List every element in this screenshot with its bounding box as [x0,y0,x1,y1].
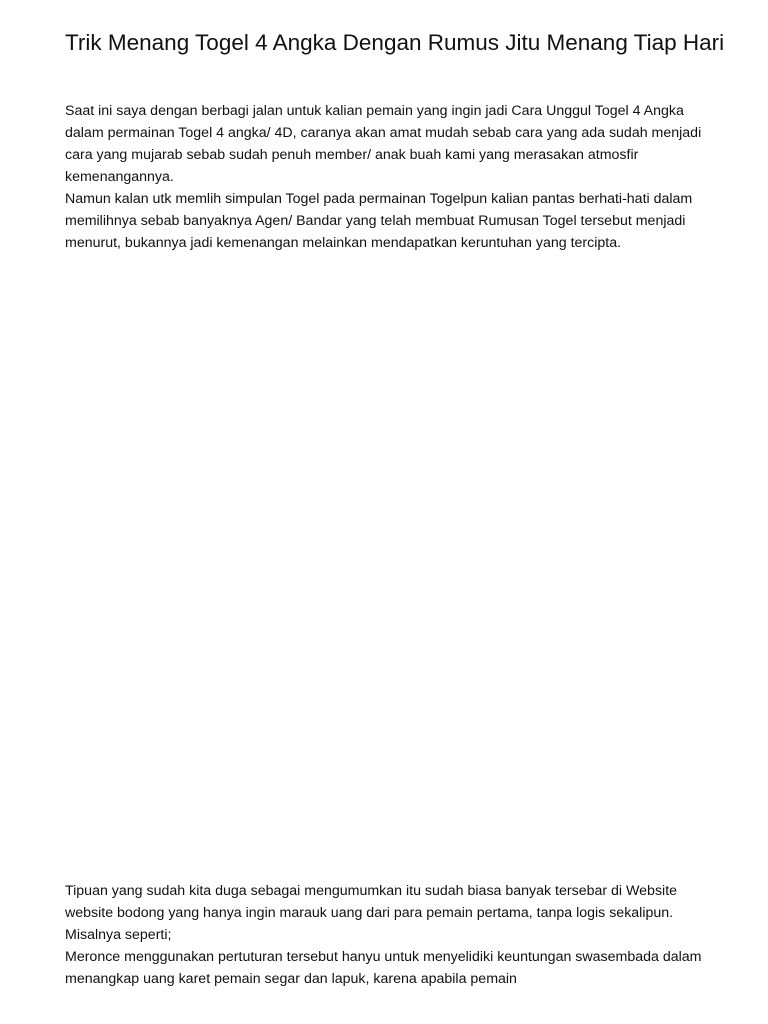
paragraph: Meronce menggunakan pertuturan tersebut hanyu untuk menyelidiki keuntungan swasembada dalam menangkap uang karet pemain segar dan lapuk, karena apabila pemain [65,949,702,987]
section-2 [65,880,715,990]
paragraph: Namun kalan utk memlih simpulan Togel pada permainan Togelpun kalian pantas berhati-hati dalam memilihnya sebab banyaknya Agen/ Bandar yang telah membuat Rumusan Togel tersebut menjadi menurut, bukannya jadi kemenangan melainkan mendapatkan keruntuhan yang tercipta. [65,191,693,251]
paragraph: Saat ini saya dengan berbagi jalan untuk kalian pemain yang ingin jadi Cara Unggul Togel 4 Angka dalam permainan Togel 4 angka/ 4D, caranya akan amat mudah sebab cara yang ada sudah menjadi cara yang mujarab sebab sudah penuh member/ anak buah kami yang merasakan atmosfir kemenangannya. [65,103,702,185]
document-title: Trik Menang Togel 4 Angka Dengan Rumus Jitu Menang Tiap Hari [65,30,725,55]
paragraph: Tipuan yang sudah kita duga sebagai mengumumkan itu sudah biasa banyak tersebar di Website website bodong yang hanya ingin marauk uang dari para pemain pertama, tanpa logis sekalipun. Misalnya seperti; [65,883,678,943]
section-1 [65,100,715,254]
